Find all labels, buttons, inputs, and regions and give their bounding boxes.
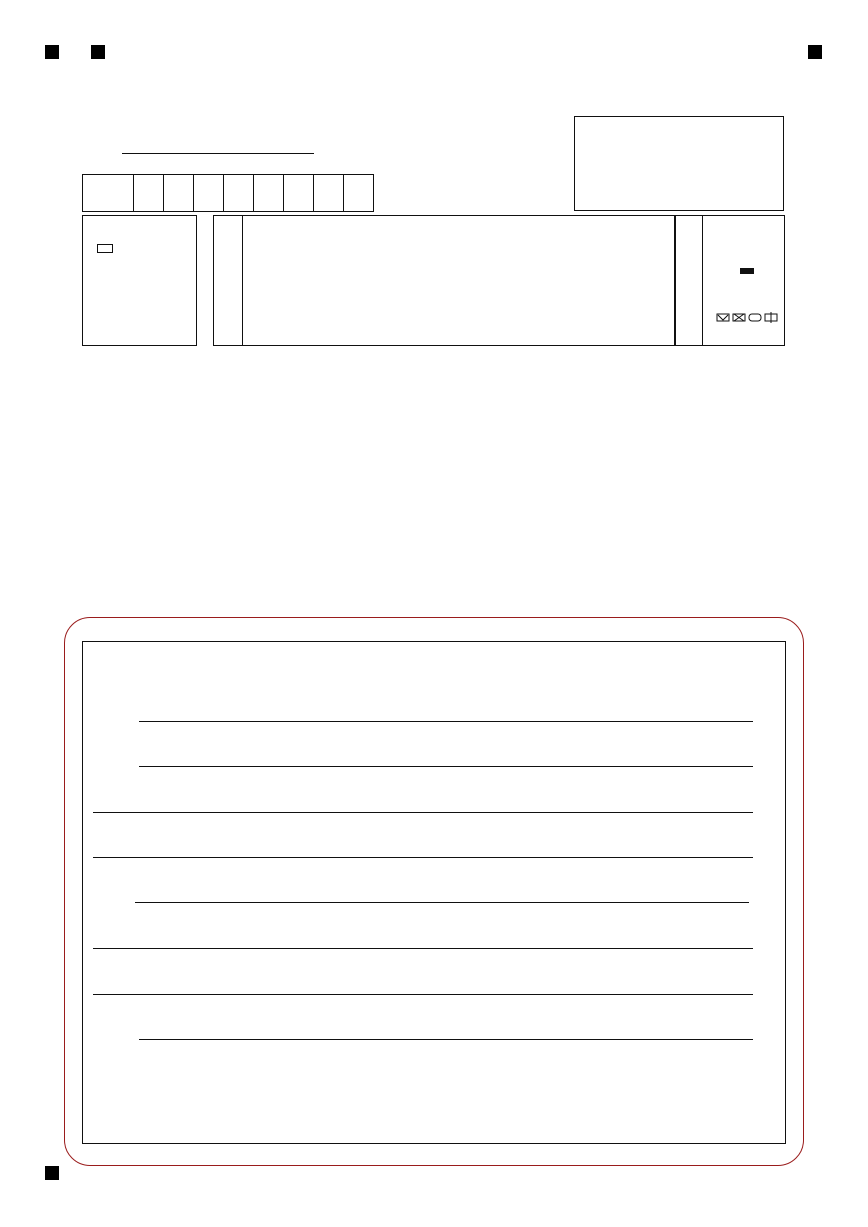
exam-id-grid [82,174,374,212]
answer-line[interactable] [93,994,753,995]
answer-line[interactable] [93,948,753,949]
answer-line[interactable] [139,1039,753,1040]
exam-id-cell[interactable] [224,175,254,211]
exam-id-cell[interactable] [254,175,284,211]
exam-id-cell[interactable] [284,175,314,211]
corner-mark [45,1166,59,1180]
exam-id-cell[interactable] [344,175,373,211]
answer-line[interactable] [93,857,753,858]
exam-id-cell[interactable] [134,175,164,211]
divider [242,216,243,345]
exam-id-label [83,175,134,211]
fill-sample-box [675,215,785,346]
answer-line[interactable] [135,902,749,903]
absence-checkbox[interactable] [97,244,113,253]
exam-id-cell[interactable] [164,175,194,211]
barcode-area [574,116,784,211]
name-field[interactable] [122,153,314,154]
answer-line[interactable] [139,721,753,722]
corner-mark [91,45,105,59]
absence-row [85,244,194,253]
divider [702,216,703,345]
invalid-fill-marks [716,312,780,327]
invalid-fill-icon [716,312,780,324]
notes-box [213,215,675,346]
absence-mark-box [82,215,197,346]
answer-line[interactable] [139,766,753,767]
exam-id-cell[interactable] [194,175,224,211]
corner-mark [45,45,59,59]
answer-box-17 [82,641,786,1144]
answer-line[interactable] [93,812,753,813]
valid-fill-mark [740,268,754,274]
corner-mark [808,45,822,59]
exam-id-cell[interactable] [314,175,344,211]
